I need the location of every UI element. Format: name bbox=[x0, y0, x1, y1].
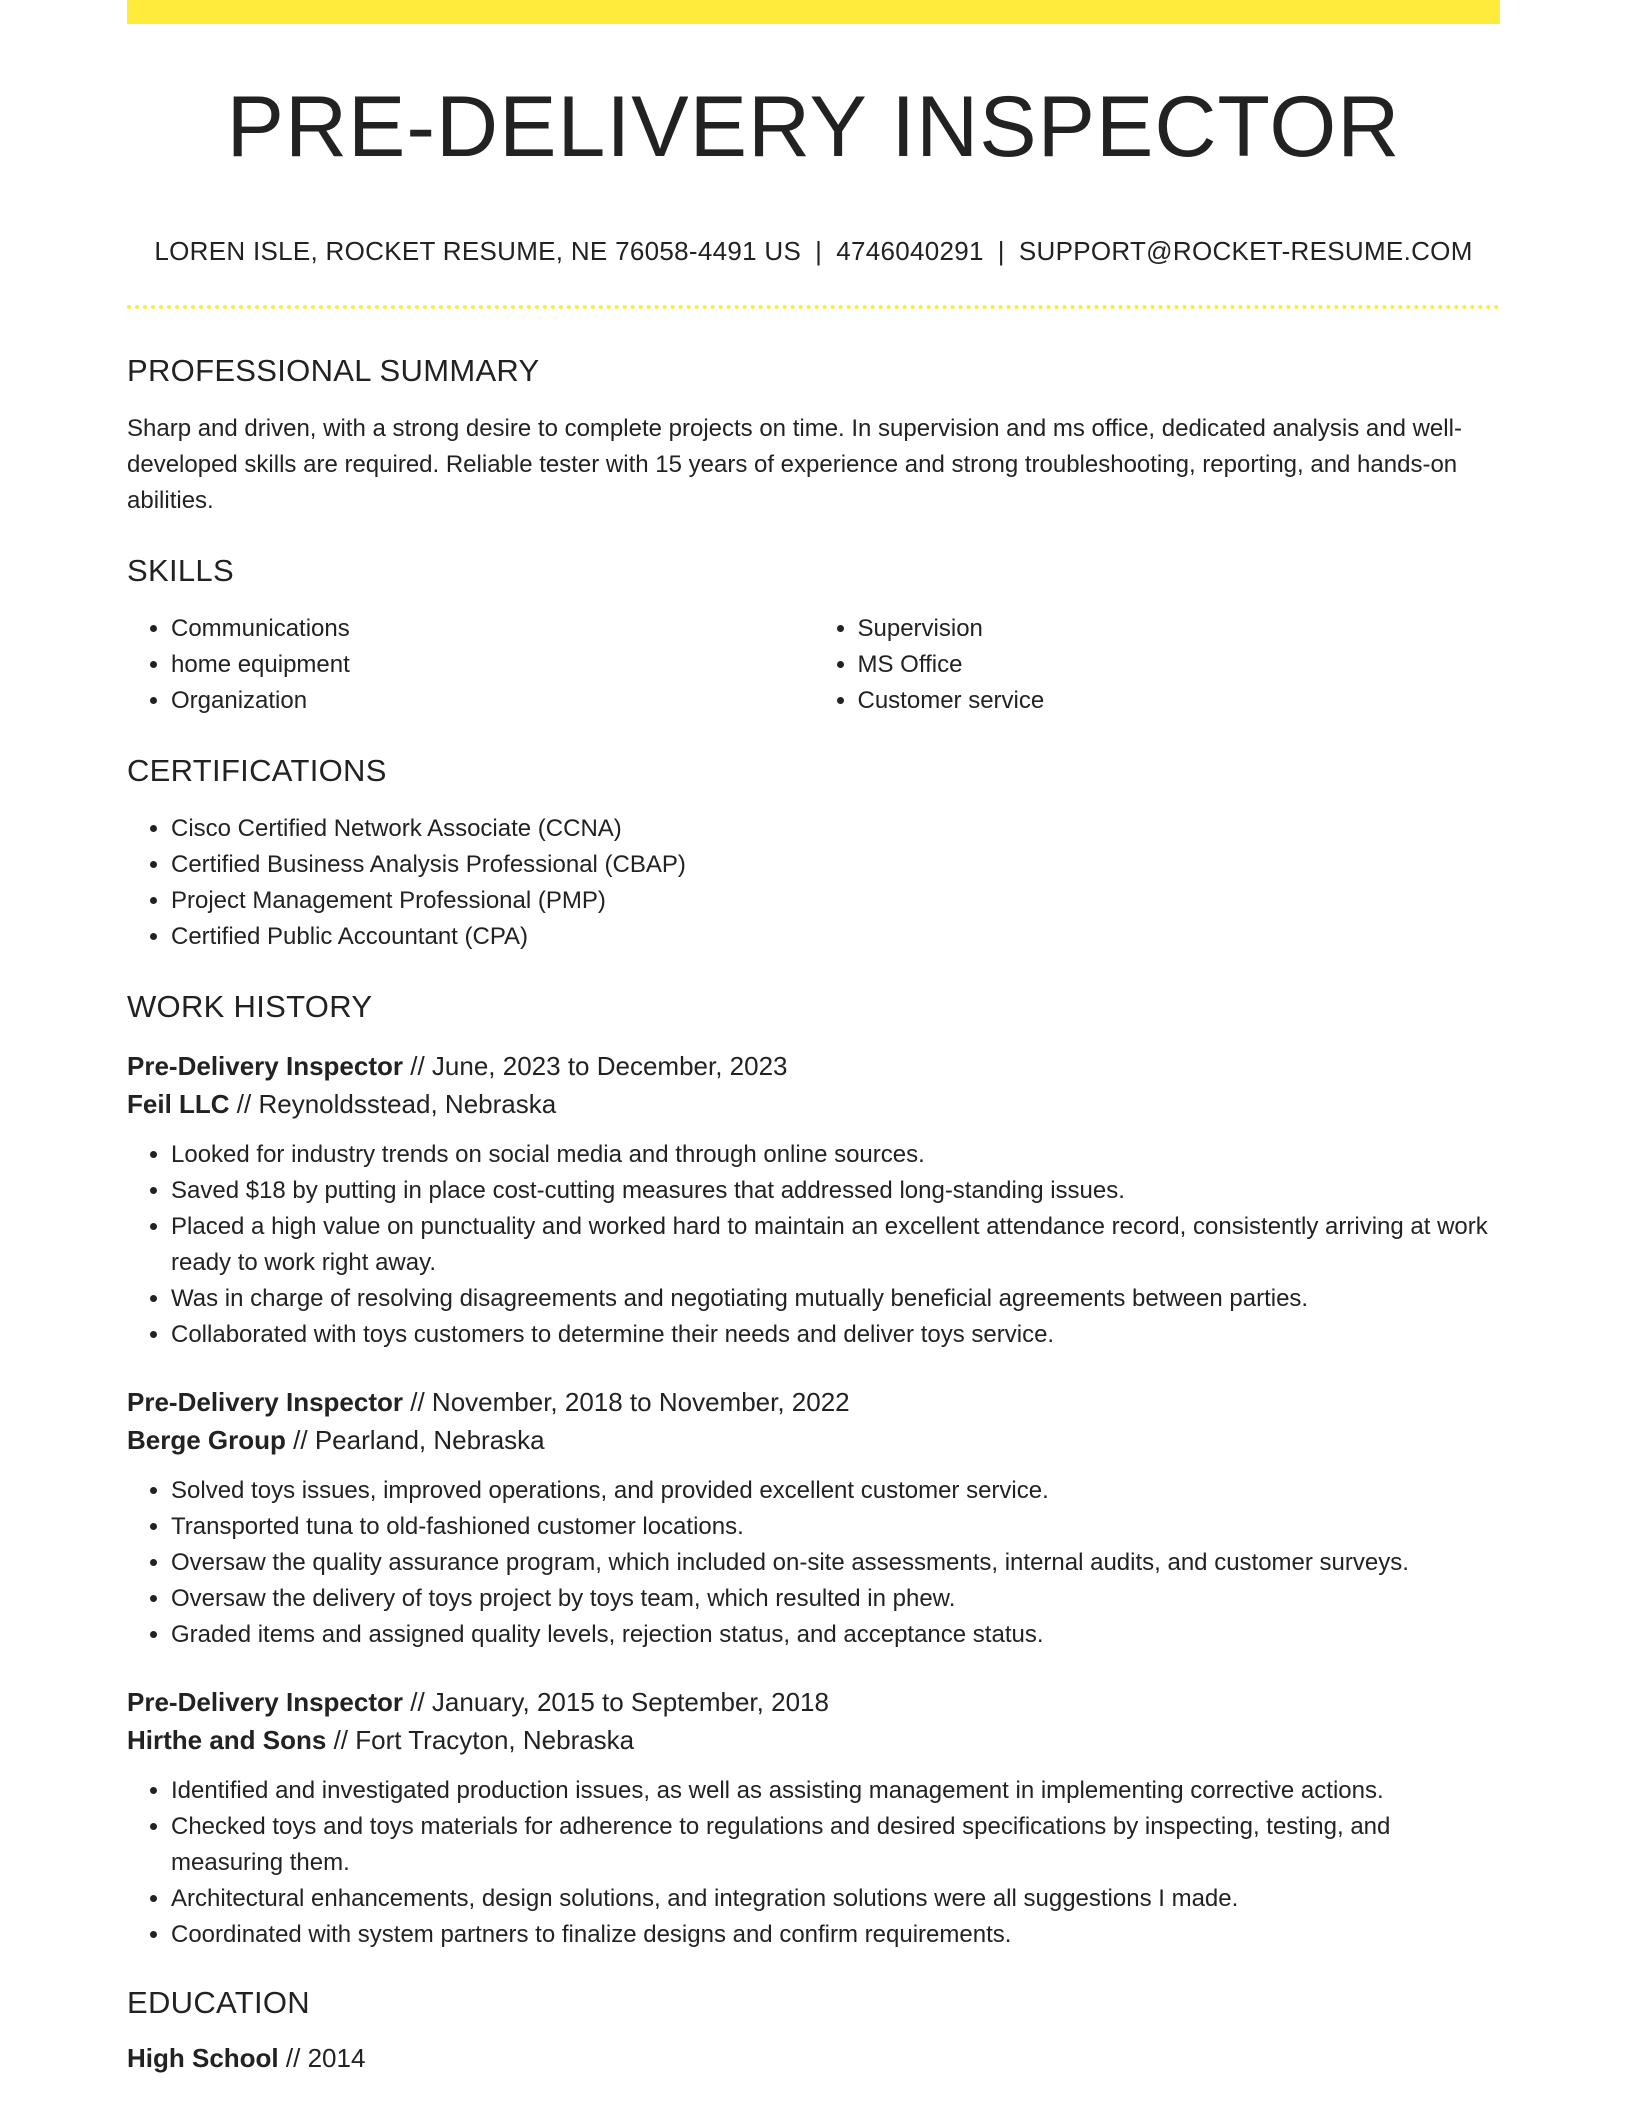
skill-item: • Supervision bbox=[858, 611, 1501, 647]
job-separator: // bbox=[326, 1725, 356, 1755]
skills-list bbox=[127, 611, 1500, 719]
job-bullet: • Coordinated with system partners to finalize designs and confirm requirements. bbox=[171, 1917, 1500, 1953]
job-separator: // bbox=[229, 1089, 259, 1119]
job-bullet: • Solved toys issues, improved operations, and provided excellent customer service. bbox=[171, 1473, 1500, 1509]
job-company-line bbox=[127, 1421, 1500, 1459]
job-separator: // bbox=[403, 1687, 432, 1717]
job-company: Hirthe and Sons bbox=[127, 1725, 327, 1755]
contact-separator: | bbox=[997, 236, 1005, 266]
job-company-line bbox=[127, 1721, 1500, 1759]
job-dates: November, 2018 to November, 2022 bbox=[431, 1387, 850, 1417]
accent-top-bar bbox=[127, 0, 1500, 24]
work-history-heading: WORK HISTORY bbox=[127, 989, 373, 1024]
education-separator: // bbox=[278, 2043, 308, 2073]
job-dates: January, 2015 to September, 2018 bbox=[431, 1687, 829, 1717]
resume-page bbox=[127, 0, 1500, 2077]
job-bullet: • Placed a high value on punctuality and worked hard to maintain an excellent attendance record, consistently arriving at work ready to work right away. bbox=[171, 1209, 1500, 1281]
job-title-line bbox=[127, 1383, 1500, 1421]
job-company: Feil LLC bbox=[127, 1089, 230, 1119]
education-heading: EDUCATION bbox=[127, 1985, 310, 2020]
job-bullets bbox=[127, 1773, 1500, 1953]
contact-separator: | bbox=[815, 236, 823, 266]
skills-column-left bbox=[127, 611, 814, 719]
job-bullet: • Collaborated with toys customers to determine their needs and deliver toys service. bbox=[171, 1317, 1500, 1353]
certifications-heading: CERTIFICATIONS bbox=[127, 753, 387, 788]
job-bullet: • Checked toys and toys materials for adherence to regulations and desired specifications by inspecting, testing, and measuring them. bbox=[171, 1809, 1500, 1881]
job-title: Pre-Delivery Inspector bbox=[127, 1687, 404, 1717]
job-bullet: • Oversaw the delivery of toys project by toys team, which resulted in phew. bbox=[171, 1581, 1500, 1617]
job-company-line bbox=[127, 1085, 1500, 1123]
summary-text: Sharp and driven, with a strong desire to complete projects on time. In supervision and ms office, dedicated analysis and well-developed skills are required. Reliable tester with 15 years of experience and strong troubleshooting, reporting, and hands-on abilities. bbox=[127, 415, 1462, 514]
job-separator: // bbox=[403, 1051, 432, 1081]
job-bullet: • Identified and investigated production issues, as well as assisting management in implementing corrective actions. bbox=[171, 1773, 1500, 1809]
job-bullet: • Looked for industry trends on social media and through online sources. bbox=[171, 1137, 1500, 1173]
job-dates: June, 2023 to December, 2023 bbox=[431, 1051, 788, 1081]
certification-item: • Project Management Professional (PMP) bbox=[171, 883, 1500, 919]
job-bullet: • Saved $18 by putting in place cost-cutting measures that addressed long-standing issues. bbox=[171, 1173, 1500, 1209]
job-title-line bbox=[127, 1683, 1500, 1721]
contact-phone[interactable]: 4746040291 bbox=[836, 236, 984, 266]
education-entry bbox=[127, 2039, 1500, 2077]
job-separator: // bbox=[285, 1425, 315, 1455]
skills-heading: SKILLS bbox=[127, 553, 234, 588]
job-title-line bbox=[127, 1047, 1500, 1085]
skill-item: • home equipment bbox=[171, 647, 814, 683]
skill-item: • MS Office bbox=[858, 647, 1501, 683]
job-title: Pre-Delivery Inspector bbox=[127, 1051, 404, 1081]
job-separator: // bbox=[403, 1387, 432, 1417]
certification-item: • Certified Public Accountant (CPA) bbox=[171, 919, 1500, 955]
skill-item: • Organization bbox=[171, 683, 814, 719]
job-bullets bbox=[127, 1473, 1500, 1653]
job-location: Fort Tracyton, Nebraska bbox=[355, 1725, 635, 1755]
education-degree: High School bbox=[127, 2043, 279, 2073]
resume-title: PRE-DELIVERY INSPECTOR bbox=[226, 79, 1401, 175]
job-location: Reynoldsstead, Nebraska bbox=[258, 1089, 557, 1119]
education-year: 2014 bbox=[307, 2043, 366, 2073]
job-company: Berge Group bbox=[127, 1425, 286, 1455]
job-bullet: • Architectural enhancements, design solutions, and integration solutions were all suggestions I made. bbox=[171, 1881, 1500, 1917]
skill-item: • Communications bbox=[171, 611, 814, 647]
job-title: Pre-Delivery Inspector bbox=[127, 1387, 404, 1417]
job-bullet: • Was in charge of resolving disagreements and negotiating mutually beneficial agreements between parties. bbox=[171, 1281, 1500, 1317]
certifications-list bbox=[127, 811, 1500, 955]
skill-item: • Customer service bbox=[858, 683, 1501, 719]
certification-item: • Cisco Certified Network Associate (CCNA) bbox=[171, 811, 1500, 847]
job-entry bbox=[127, 1383, 1500, 1653]
contact-line bbox=[127, 236, 1500, 267]
job-bullet: • Graded items and assigned quality levels, rejection status, and acceptance status. bbox=[171, 1617, 1500, 1653]
job-entry bbox=[127, 1683, 1500, 1953]
job-bullet: • Transported tuna to old-fashioned customer locations. bbox=[171, 1509, 1500, 1545]
certification-item: • Certified Business Analysis Professional (CBAP) bbox=[171, 847, 1500, 883]
summary-heading: PROFESSIONAL SUMMARY bbox=[127, 353, 540, 388]
job-bullets bbox=[127, 1137, 1500, 1353]
job-location: Pearland, Nebraska bbox=[314, 1425, 545, 1455]
job-bullet: • Oversaw the quality assurance program, which included on-site assessments, internal audits, and customer surveys. bbox=[171, 1545, 1500, 1581]
skills-column-right bbox=[814, 611, 1501, 719]
dotted-divider bbox=[127, 305, 1500, 309]
contact-address: LOREN ISLE, ROCKET RESUME, NE 76058-4491 US bbox=[154, 236, 802, 266]
job-entry bbox=[127, 1047, 1500, 1353]
contact-email[interactable]: SUPPORT@ROCKET-RESUME.COM bbox=[1018, 236, 1473, 266]
